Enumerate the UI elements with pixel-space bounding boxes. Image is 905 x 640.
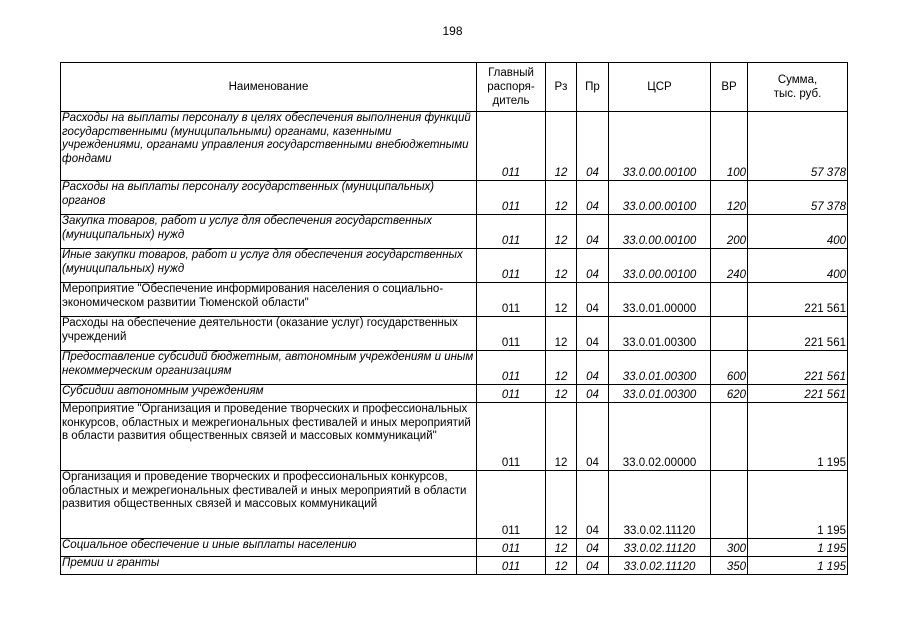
row-sum-cell: 221 561 <box>748 317 848 351</box>
row-name-cell: Премии и гранты <box>61 557 477 575</box>
row-target-article-cell: 33.0.00.00100 <box>609 215 711 249</box>
row-section-cell: 12 <box>546 112 577 181</box>
row-main-manager-cell: 011 <box>477 215 546 249</box>
row-target-article-cell: 33.0.01.00300 <box>609 351 711 385</box>
header-main-manager-line-2: распоря- <box>487 81 535 93</box>
row-target-article-cell: 33.0.00.00100 <box>609 181 711 215</box>
row-main-manager-cell: 011 <box>477 249 546 283</box>
row-section-cell: 12 <box>546 539 577 557</box>
row-expense-type-cell: 240 <box>711 249 748 283</box>
row-sum-cell: 1 195 <box>748 471 848 539</box>
row-target-article-cell: 33.0.02.11120 <box>609 539 711 557</box>
row-target-article-cell: 33.0.02.11120 <box>609 471 711 539</box>
row-subsection-cell: 04 <box>577 471 609 539</box>
row-name-cell: Организация и проведение творческих и профессиональных конкурсов, областных и межрегиональных фестивалей и иных мероприятий в области развития общественных связей и массовых коммуникаций <box>61 471 477 539</box>
row-main-manager-cell: 011 <box>477 317 546 351</box>
row-section-cell: 12 <box>546 181 577 215</box>
row-section-cell: 12 <box>546 471 577 539</box>
table-row <box>61 283 848 317</box>
row-name-cell: Мероприятие "Обеспечение информирования населения о социально-экономическом развитии Тюменской области" <box>61 283 477 317</box>
budget-table <box>60 62 848 575</box>
row-sum-cell: 1 195 <box>748 403 848 471</box>
header-target-article: ЦСР <box>609 63 711 112</box>
row-main-manager-cell: 011 <box>477 403 546 471</box>
row-target-article-cell: 33.0.02.00000 <box>609 403 711 471</box>
row-main-manager-cell: 011 <box>477 181 546 215</box>
row-expense-type-cell: 200 <box>711 215 748 249</box>
table-row <box>61 351 848 385</box>
table-row <box>61 539 848 557</box>
row-expense-type-cell: 300 <box>711 539 748 557</box>
row-section-cell: 12 <box>546 317 577 351</box>
row-subsection-cell: 04 <box>577 385 609 403</box>
row-sum-cell: 1 195 <box>748 557 848 575</box>
row-section-cell: 12 <box>546 283 577 317</box>
table-header-row <box>61 63 848 112</box>
row-sum-cell: 1 195 <box>748 539 848 557</box>
row-name-cell: Предоставление субсидий бюджетным, автономным учреждениям и иным некоммерческим организациям <box>61 351 477 385</box>
row-section-cell: 12 <box>546 351 577 385</box>
row-name-cell: Иные закупки товаров, работ и услуг для обеспечения государственных (муниципальных) нужд <box>61 249 477 283</box>
row-main-manager-cell: 011 <box>477 557 546 575</box>
table-row <box>61 112 848 181</box>
row-main-manager-cell: 011 <box>477 471 546 539</box>
row-section-cell: 12 <box>546 385 577 403</box>
row-subsection-cell: 04 <box>577 317 609 351</box>
row-target-article-cell: 33.0.01.00000 <box>609 283 711 317</box>
row-expense-type-cell <box>711 283 748 317</box>
header-expense-type: ВР <box>711 63 748 112</box>
row-subsection-cell: 04 <box>577 112 609 181</box>
row-name-cell: Мероприятие "Организация и проведение творческих и профессиональных конкурсов, областных и межрегиональных фестивалей и иных мероприятий в области развития общественных связей и массовых коммуникаций" <box>61 403 477 471</box>
row-expense-type-cell <box>711 471 748 539</box>
row-section-cell: 12 <box>546 403 577 471</box>
table-row <box>61 215 848 249</box>
row-subsection-cell: 04 <box>577 557 609 575</box>
row-expense-type-cell: 100 <box>711 112 748 181</box>
table-row <box>61 249 848 283</box>
header-sum <box>748 63 848 112</box>
table-row <box>61 403 848 471</box>
row-name-cell: Расходы на выплаты персоналу государственных (муниципальных) органов <box>61 181 477 215</box>
row-subsection-cell: 04 <box>577 215 609 249</box>
header-main-manager-line-1: Главный <box>488 67 534 79</box>
header-main-manager <box>477 63 546 112</box>
row-subsection-cell: 04 <box>577 351 609 385</box>
header-sum-line-2: тыс. руб. <box>773 88 822 100</box>
header-subsection: Пр <box>577 63 609 112</box>
row-target-article-cell: 33.0.00.00100 <box>609 112 711 181</box>
row-name-cell: Закупка товаров, работ и услуг для обеспечения государственных (муниципальных) нужд <box>61 215 477 249</box>
row-sum-cell: 221 561 <box>748 385 848 403</box>
table-row <box>61 557 848 575</box>
row-target-article-cell: 33.0.02.11120 <box>609 557 711 575</box>
table-row <box>61 385 848 403</box>
row-expense-type-cell: 620 <box>711 385 748 403</box>
row-name-cell: Социальное обеспечение и иные выплаты населению <box>61 539 477 557</box>
row-expense-type-cell: 120 <box>711 181 748 215</box>
row-section-cell: 12 <box>546 215 577 249</box>
row-expense-type-cell: 600 <box>711 351 748 385</box>
table-body <box>61 112 848 575</box>
row-expense-type-cell <box>711 403 748 471</box>
row-main-manager-cell: 011 <box>477 351 546 385</box>
page-number: 198 <box>442 24 463 38</box>
row-sum-cell: 57 378 <box>748 112 848 181</box>
row-subsection-cell: 04 <box>577 249 609 283</box>
row-subsection-cell: 04 <box>577 181 609 215</box>
row-target-article-cell: 33.0.00.00100 <box>609 249 711 283</box>
row-main-manager-cell: 011 <box>477 385 546 403</box>
row-subsection-cell: 04 <box>577 403 609 471</box>
table-row <box>61 181 848 215</box>
row-sum-cell: 400 <box>748 249 848 283</box>
row-name-cell: Расходы на обеспечение деятельности (оказание услуг) государственных учреждений <box>61 317 477 351</box>
row-name-cell: Расходы на выплаты персоналу в целях обеспечения выполнения функций государственными (муниципальными) органами, казенными учреждениями, органами управления государственными внебюджетными фондами <box>61 112 477 181</box>
row-subsection-cell: 04 <box>577 283 609 317</box>
row-main-manager-cell: 011 <box>477 112 546 181</box>
row-subsection-cell: 04 <box>577 539 609 557</box>
row-expense-type-cell: 350 <box>711 557 748 575</box>
row-target-article-cell: 33.0.01.00300 <box>609 317 711 351</box>
header-main-manager-line-3: дитель <box>492 95 530 107</box>
row-main-manager-cell: 011 <box>477 539 546 557</box>
header-name: Наименование <box>61 63 477 112</box>
row-name-cell: Субсидии автономным учреждениям <box>61 385 477 403</box>
table-row <box>61 317 848 351</box>
row-main-manager-cell: 011 <box>477 283 546 317</box>
row-sum-cell: 400 <box>748 215 848 249</box>
row-section-cell: 12 <box>546 249 577 283</box>
header-section: Рз <box>546 63 577 112</box>
header-sum-line-1: Сумма, <box>777 74 818 86</box>
row-expense-type-cell <box>711 317 748 351</box>
row-sum-cell: 221 561 <box>748 283 848 317</box>
row-target-article-cell: 33.0.01.00300 <box>609 385 711 403</box>
row-sum-cell: 57 378 <box>748 181 848 215</box>
row-sum-cell: 221 561 <box>748 351 848 385</box>
row-section-cell: 12 <box>546 557 577 575</box>
table-row <box>61 471 848 539</box>
